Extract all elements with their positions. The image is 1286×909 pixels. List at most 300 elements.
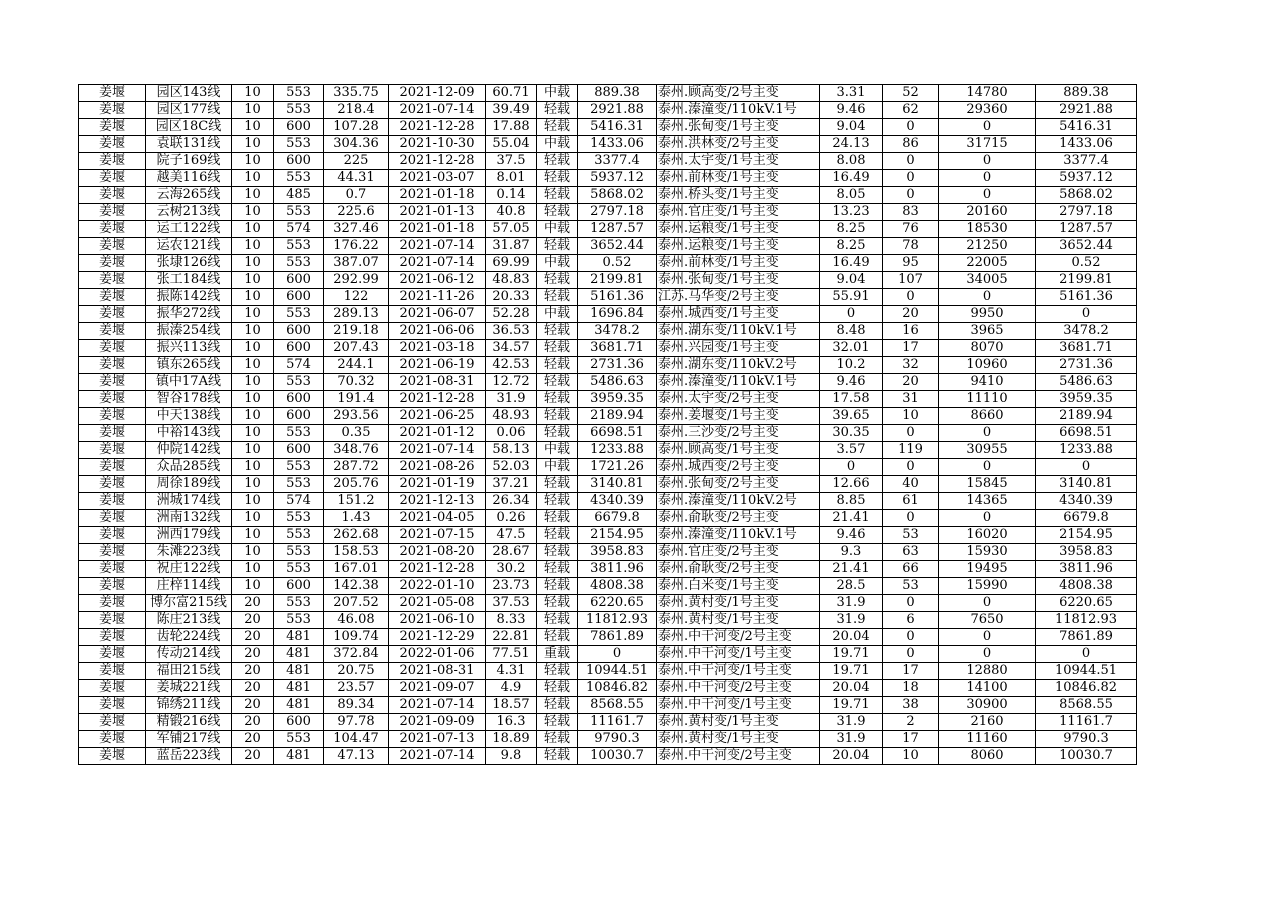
cell-peak-date: 2021-07-14 [389, 255, 486, 272]
cell-line-name: 张埭126线 [146, 255, 232, 272]
cell-line-name: 蓝岳223线 [146, 748, 232, 765]
cell-sub-load-rate: 21.41 [820, 510, 883, 527]
cell-voltage: 20 [232, 612, 274, 629]
table-row [79, 102, 1137, 119]
cell-users: 53 [883, 578, 939, 595]
cell-user-capacity: 2160 [939, 714, 1036, 731]
cell-load-rate: 0.14 [486, 187, 537, 204]
cell-load-status: 轻载 [537, 357, 578, 374]
cell-load-status: 轻载 [537, 391, 578, 408]
cell-substation: 泰州.中干河变/1号主变 [657, 663, 820, 680]
cell-sub-load-rate: 17.58 [820, 391, 883, 408]
table-row [79, 289, 1137, 306]
cell-voltage: 10 [232, 357, 274, 374]
cell-load-status: 中载 [537, 136, 578, 153]
cell-sub-load-rate: 31.9 [820, 731, 883, 748]
cell-substation: 泰州.官庄变/1号主变 [657, 204, 820, 221]
cell-load-status: 轻载 [537, 663, 578, 680]
cell-peak-date: 2021-01-19 [389, 476, 486, 493]
cell-area: 姜堰 [79, 85, 146, 102]
cell-area: 姜堰 [79, 323, 146, 340]
cell-available-capacity: 4808.38 [1036, 578, 1137, 595]
cell-sub-load-rate: 8.25 [820, 221, 883, 238]
cell-peak-date: 2021-01-12 [389, 425, 486, 442]
cell-peak-load: 158.53 [324, 544, 389, 561]
cell-voltage: 10 [232, 204, 274, 221]
cell-peak-date: 2021-06-10 [389, 612, 486, 629]
cell-substation: 泰州.俞耿变/2号主变 [657, 510, 820, 527]
cell-load-rate: 18.57 [486, 697, 537, 714]
cell-users: 66 [883, 561, 939, 578]
cell-spare-capacity: 2921.88 [578, 102, 657, 119]
cell-load-status: 中载 [537, 255, 578, 272]
cell-spare-capacity: 0 [578, 646, 657, 663]
cell-available-capacity: 889.38 [1036, 85, 1137, 102]
cell-user-capacity: 29360 [939, 102, 1036, 119]
cell-line-name: 云树213线 [146, 204, 232, 221]
cell-voltage: 20 [232, 595, 274, 612]
cell-load-status: 轻载 [537, 510, 578, 527]
cell-capacity: 553 [274, 85, 324, 102]
cell-voltage: 20 [232, 748, 274, 765]
cell-voltage: 10 [232, 408, 274, 425]
cell-voltage: 10 [232, 221, 274, 238]
cell-peak-date: 2021-04-05 [389, 510, 486, 527]
cell-line-name: 袁联131线 [146, 136, 232, 153]
cell-area: 姜堰 [79, 102, 146, 119]
cell-area: 姜堰 [79, 136, 146, 153]
cell-capacity: 600 [274, 340, 324, 357]
table-row [79, 340, 1137, 357]
cell-capacity: 481 [274, 663, 324, 680]
cell-load-status: 轻载 [537, 697, 578, 714]
cell-user-capacity: 0 [939, 510, 1036, 527]
cell-spare-capacity: 2199.81 [578, 272, 657, 289]
table-row [79, 170, 1137, 187]
cell-sub-load-rate: 16.49 [820, 170, 883, 187]
cell-load-status: 轻载 [537, 340, 578, 357]
cell-voltage: 10 [232, 442, 274, 459]
cell-users: 17 [883, 340, 939, 357]
cell-peak-date: 2021-09-07 [389, 680, 486, 697]
cell-substation: 泰州.桥头变/1号主变 [657, 187, 820, 204]
cell-users: 20 [883, 374, 939, 391]
cell-users: 53 [883, 527, 939, 544]
cell-load-status: 轻载 [537, 544, 578, 561]
cell-load-rate: 37.5 [486, 153, 537, 170]
cell-sub-load-rate: 10.2 [820, 357, 883, 374]
cell-line-name: 园区143线 [146, 85, 232, 102]
cell-load-rate: 18.89 [486, 731, 537, 748]
cell-load-rate: 52.28 [486, 306, 537, 323]
cell-peak-date: 2021-07-14 [389, 697, 486, 714]
cell-peak-load: 44.31 [324, 170, 389, 187]
cell-area: 姜堰 [79, 578, 146, 595]
cell-peak-date: 2021-07-13 [389, 731, 486, 748]
cell-area: 姜堰 [79, 357, 146, 374]
cell-user-capacity: 0 [939, 425, 1036, 442]
cell-capacity: 481 [274, 697, 324, 714]
table-row [79, 442, 1137, 459]
table-row [79, 391, 1137, 408]
cell-peak-load: 293.56 [324, 408, 389, 425]
cell-peak-date: 2021-05-08 [389, 595, 486, 612]
cell-users: 17 [883, 663, 939, 680]
cell-users: 119 [883, 442, 939, 459]
cell-substation: 泰州.洪林变/2号主变 [657, 136, 820, 153]
cell-voltage: 10 [232, 238, 274, 255]
cell-capacity: 553 [274, 136, 324, 153]
cell-peak-load: 47.13 [324, 748, 389, 765]
cell-peak-date: 2021-11-26 [389, 289, 486, 306]
cell-substation: 泰州.中干河变/2号主变 [657, 629, 820, 646]
cell-load-rate: 37.53 [486, 595, 537, 612]
cell-sub-load-rate: 20.04 [820, 748, 883, 765]
cell-load-status: 轻载 [537, 289, 578, 306]
cell-sub-load-rate: 13.23 [820, 204, 883, 221]
cell-substation: 泰州.城西变/1号主变 [657, 306, 820, 323]
cell-peak-date: 2021-07-14 [389, 442, 486, 459]
cell-load-rate: 47.5 [486, 527, 537, 544]
cell-users: 83 [883, 204, 939, 221]
cell-load-rate: 58.13 [486, 442, 537, 459]
cell-spare-capacity: 4808.38 [578, 578, 657, 595]
cell-capacity: 600 [274, 119, 324, 136]
cell-spare-capacity: 11161.7 [578, 714, 657, 731]
cell-peak-date: 2021-12-28 [389, 391, 486, 408]
cell-sub-load-rate: 30.35 [820, 425, 883, 442]
cell-user-capacity: 14365 [939, 493, 1036, 510]
cell-users: 20 [883, 306, 939, 323]
cell-peak-load: 70.32 [324, 374, 389, 391]
cell-voltage: 10 [232, 102, 274, 119]
cell-available-capacity: 6220.65 [1036, 595, 1137, 612]
cell-substation: 泰州.溱潼变/110kV.2号 [657, 493, 820, 510]
cell-users: 18 [883, 680, 939, 697]
cell-peak-date: 2021-12-28 [389, 153, 486, 170]
cell-user-capacity: 0 [939, 646, 1036, 663]
cell-available-capacity: 0 [1036, 459, 1137, 476]
cell-line-name: 洲南132线 [146, 510, 232, 527]
cell-user-capacity: 15990 [939, 578, 1036, 595]
table-row [79, 238, 1137, 255]
cell-line-name: 张工184线 [146, 272, 232, 289]
cell-available-capacity: 6698.51 [1036, 425, 1137, 442]
cell-voltage: 20 [232, 731, 274, 748]
cell-substation: 泰州.中干河变/2号主变 [657, 680, 820, 697]
table-row [79, 561, 1137, 578]
cell-user-capacity: 0 [939, 153, 1036, 170]
cell-peak-date: 2022-01-06 [389, 646, 486, 663]
cell-sub-load-rate: 8.05 [820, 187, 883, 204]
cell-peak-date: 2021-06-07 [389, 306, 486, 323]
cell-peak-date: 2021-01-18 [389, 221, 486, 238]
cell-available-capacity: 3652.44 [1036, 238, 1137, 255]
cell-area: 姜堰 [79, 510, 146, 527]
cell-voltage: 10 [232, 527, 274, 544]
cell-sub-load-rate: 19.71 [820, 663, 883, 680]
cell-substation: 泰州.中干河变/2号主变 [657, 748, 820, 765]
table-row [79, 221, 1137, 238]
cell-substation: 泰州.黄村变/1号主变 [657, 714, 820, 731]
cell-users: 6 [883, 612, 939, 629]
cell-user-capacity: 19495 [939, 561, 1036, 578]
cell-line-name: 振溱254线 [146, 323, 232, 340]
cell-line-name: 仲院142线 [146, 442, 232, 459]
cell-peak-load: 0.7 [324, 187, 389, 204]
cell-users: 0 [883, 153, 939, 170]
cell-substation: 泰州.溱潼变/110kV.1号 [657, 374, 820, 391]
cell-capacity: 481 [274, 680, 324, 697]
cell-capacity: 553 [274, 612, 324, 629]
cell-substation: 泰州.三沙变/2号主变 [657, 425, 820, 442]
cell-peak-load: 151.2 [324, 493, 389, 510]
cell-voltage: 10 [232, 255, 274, 272]
cell-load-rate: 0.26 [486, 510, 537, 527]
cell-user-capacity: 16020 [939, 527, 1036, 544]
cell-peak-load: 207.43 [324, 340, 389, 357]
cell-load-status: 中载 [537, 442, 578, 459]
cell-load-rate: 8.01 [486, 170, 537, 187]
cell-spare-capacity: 10846.82 [578, 680, 657, 697]
cell-substation: 泰州.姜堰变/1号主变 [657, 408, 820, 425]
cell-line-name: 运农121线 [146, 238, 232, 255]
cell-load-status: 中载 [537, 306, 578, 323]
cell-line-name: 云海265线 [146, 187, 232, 204]
cell-peak-load: 289.13 [324, 306, 389, 323]
cell-sub-load-rate: 8.48 [820, 323, 883, 340]
cell-substation: 泰州.顾高变/2号主变 [657, 85, 820, 102]
cell-area: 姜堰 [79, 493, 146, 510]
cell-peak-date: 2021-06-06 [389, 323, 486, 340]
cell-peak-load: 225 [324, 153, 389, 170]
table-row [79, 187, 1137, 204]
cell-peak-load: 167.01 [324, 561, 389, 578]
cell-load-rate: 42.53 [486, 357, 537, 374]
cell-voltage: 20 [232, 663, 274, 680]
table-row [79, 323, 1137, 340]
table-row [79, 646, 1137, 663]
cell-line-name: 祝庄122线 [146, 561, 232, 578]
cell-substation: 泰州.太宇变/1号主变 [657, 153, 820, 170]
cell-available-capacity: 2189.94 [1036, 408, 1137, 425]
cell-load-status: 轻载 [537, 102, 578, 119]
cell-spare-capacity: 4340.39 [578, 493, 657, 510]
cell-line-name: 振华272线 [146, 306, 232, 323]
cell-sub-load-rate: 19.71 [820, 697, 883, 714]
cell-spare-capacity: 3377.4 [578, 153, 657, 170]
cell-users: 38 [883, 697, 939, 714]
cell-sub-load-rate: 12.66 [820, 476, 883, 493]
data-table [78, 84, 1137, 765]
cell-available-capacity: 3140.81 [1036, 476, 1137, 493]
cell-capacity: 574 [274, 221, 324, 238]
cell-users: 10 [883, 408, 939, 425]
cell-substation: 泰州.湖东变/110kV.2号 [657, 357, 820, 374]
cell-available-capacity: 10944.51 [1036, 663, 1137, 680]
cell-load-rate: 40.8 [486, 204, 537, 221]
cell-users: 2 [883, 714, 939, 731]
cell-substation: 泰州.中干河变/1号主变 [657, 697, 820, 714]
cell-spare-capacity: 2797.18 [578, 204, 657, 221]
cell-spare-capacity: 9790.3 [578, 731, 657, 748]
cell-capacity: 600 [274, 153, 324, 170]
cell-area: 姜堰 [79, 221, 146, 238]
cell-spare-capacity: 3652.44 [578, 238, 657, 255]
cell-user-capacity: 0 [939, 119, 1036, 136]
cell-sub-load-rate: 20.04 [820, 680, 883, 697]
cell-user-capacity: 14100 [939, 680, 1036, 697]
cell-user-capacity: 21250 [939, 238, 1036, 255]
cell-line-name: 中天138线 [146, 408, 232, 425]
cell-user-capacity: 0 [939, 595, 1036, 612]
cell-available-capacity: 11161.7 [1036, 714, 1137, 731]
table-body [79, 85, 1137, 765]
cell-line-name: 洲城174线 [146, 493, 232, 510]
cell-available-capacity: 10030.7 [1036, 748, 1137, 765]
table-row [79, 459, 1137, 476]
cell-peak-load: 262.68 [324, 527, 389, 544]
cell-capacity: 553 [274, 204, 324, 221]
cell-load-status: 轻载 [537, 476, 578, 493]
cell-available-capacity: 2199.81 [1036, 272, 1137, 289]
cell-users: 0 [883, 119, 939, 136]
cell-spare-capacity: 10944.51 [578, 663, 657, 680]
cell-user-capacity: 0 [939, 289, 1036, 306]
cell-area: 姜堰 [79, 255, 146, 272]
cell-peak-load: 1.43 [324, 510, 389, 527]
cell-available-capacity: 1433.06 [1036, 136, 1137, 153]
cell-peak-date: 2021-08-26 [389, 459, 486, 476]
cell-spare-capacity: 2154.95 [578, 527, 657, 544]
cell-peak-date: 2021-08-31 [389, 374, 486, 391]
cell-peak-load: 191.4 [324, 391, 389, 408]
cell-substation: 泰州.黄村变/1号主变 [657, 612, 820, 629]
cell-peak-load: 219.18 [324, 323, 389, 340]
cell-peak-date: 2021-08-31 [389, 663, 486, 680]
cell-users: 0 [883, 289, 939, 306]
cell-area: 姜堰 [79, 272, 146, 289]
cell-peak-date: 2021-12-09 [389, 85, 486, 102]
cell-sub-load-rate: 0 [820, 306, 883, 323]
cell-users: 86 [883, 136, 939, 153]
cell-available-capacity: 6679.8 [1036, 510, 1137, 527]
cell-available-capacity: 9790.3 [1036, 731, 1137, 748]
cell-load-status: 重载 [537, 646, 578, 663]
cell-sub-load-rate: 9.04 [820, 119, 883, 136]
cell-peak-date: 2021-01-13 [389, 204, 486, 221]
cell-voltage: 10 [232, 459, 274, 476]
cell-line-name: 振陈142线 [146, 289, 232, 306]
cell-user-capacity: 34005 [939, 272, 1036, 289]
cell-peak-date: 2021-07-15 [389, 527, 486, 544]
cell-sub-load-rate: 9.04 [820, 272, 883, 289]
cell-sub-load-rate: 9.3 [820, 544, 883, 561]
cell-peak-load: 23.57 [324, 680, 389, 697]
cell-load-status: 轻载 [537, 187, 578, 204]
cell-load-rate: 17.88 [486, 119, 537, 136]
cell-capacity: 553 [274, 374, 324, 391]
cell-user-capacity: 31715 [939, 136, 1036, 153]
cell-sub-load-rate: 16.49 [820, 255, 883, 272]
cell-spare-capacity: 3681.71 [578, 340, 657, 357]
table-row [79, 714, 1137, 731]
table-row [79, 85, 1137, 102]
cell-spare-capacity: 2731.36 [578, 357, 657, 374]
table-row [79, 153, 1137, 170]
cell-area: 姜堰 [79, 306, 146, 323]
cell-peak-load: 104.47 [324, 731, 389, 748]
cell-users: 95 [883, 255, 939, 272]
cell-load-rate: 0.06 [486, 425, 537, 442]
cell-load-rate: 4.31 [486, 663, 537, 680]
cell-users: 32 [883, 357, 939, 374]
cell-sub-load-rate: 3.31 [820, 85, 883, 102]
cell-load-status: 轻载 [537, 680, 578, 697]
cell-spare-capacity: 5416.31 [578, 119, 657, 136]
cell-capacity: 481 [274, 748, 324, 765]
cell-users: 63 [883, 544, 939, 561]
cell-peak-load: 292.99 [324, 272, 389, 289]
cell-user-capacity: 8070 [939, 340, 1036, 357]
cell-capacity: 600 [274, 391, 324, 408]
cell-peak-load: 97.78 [324, 714, 389, 731]
cell-substation: 泰州.官庄变/2号主变 [657, 544, 820, 561]
cell-area: 姜堰 [79, 731, 146, 748]
cell-area: 姜堰 [79, 442, 146, 459]
cell-peak-load: 304.36 [324, 136, 389, 153]
cell-peak-load: 225.6 [324, 204, 389, 221]
cell-spare-capacity: 5486.63 [578, 374, 657, 391]
cell-load-status: 轻载 [537, 119, 578, 136]
cell-area: 姜堰 [79, 663, 146, 680]
cell-user-capacity: 9410 [939, 374, 1036, 391]
cell-substation: 泰州.运粮变/1号主变 [657, 238, 820, 255]
table-row [79, 357, 1137, 374]
cell-available-capacity: 0 [1036, 646, 1137, 663]
cell-voltage: 10 [232, 425, 274, 442]
cell-area: 姜堰 [79, 476, 146, 493]
cell-peak-load: 46.08 [324, 612, 389, 629]
table-row [79, 119, 1137, 136]
cell-load-rate: 12.72 [486, 374, 537, 391]
cell-spare-capacity: 1287.57 [578, 221, 657, 238]
cell-spare-capacity: 3811.96 [578, 561, 657, 578]
cell-sub-load-rate: 39.65 [820, 408, 883, 425]
cell-available-capacity: 1287.57 [1036, 221, 1137, 238]
cell-capacity: 553 [274, 102, 324, 119]
cell-load-rate: 9.8 [486, 748, 537, 765]
cell-load-status: 轻载 [537, 629, 578, 646]
cell-available-capacity: 5161.36 [1036, 289, 1137, 306]
cell-spare-capacity: 5868.02 [578, 187, 657, 204]
cell-load-status: 轻载 [537, 272, 578, 289]
cell-line-name: 锦绣211线 [146, 697, 232, 714]
cell-available-capacity: 0 [1036, 306, 1137, 323]
cell-peak-load: 287.72 [324, 459, 389, 476]
cell-user-capacity: 22005 [939, 255, 1036, 272]
cell-voltage: 10 [232, 153, 274, 170]
cell-voltage: 10 [232, 323, 274, 340]
cell-user-capacity: 12880 [939, 663, 1036, 680]
cell-sub-load-rate: 0 [820, 459, 883, 476]
cell-line-name: 精锻216线 [146, 714, 232, 731]
cell-available-capacity: 3681.71 [1036, 340, 1137, 357]
cell-voltage: 10 [232, 119, 274, 136]
cell-peak-date: 2021-07-14 [389, 748, 486, 765]
cell-area: 姜堰 [79, 459, 146, 476]
cell-load-status: 轻载 [537, 578, 578, 595]
